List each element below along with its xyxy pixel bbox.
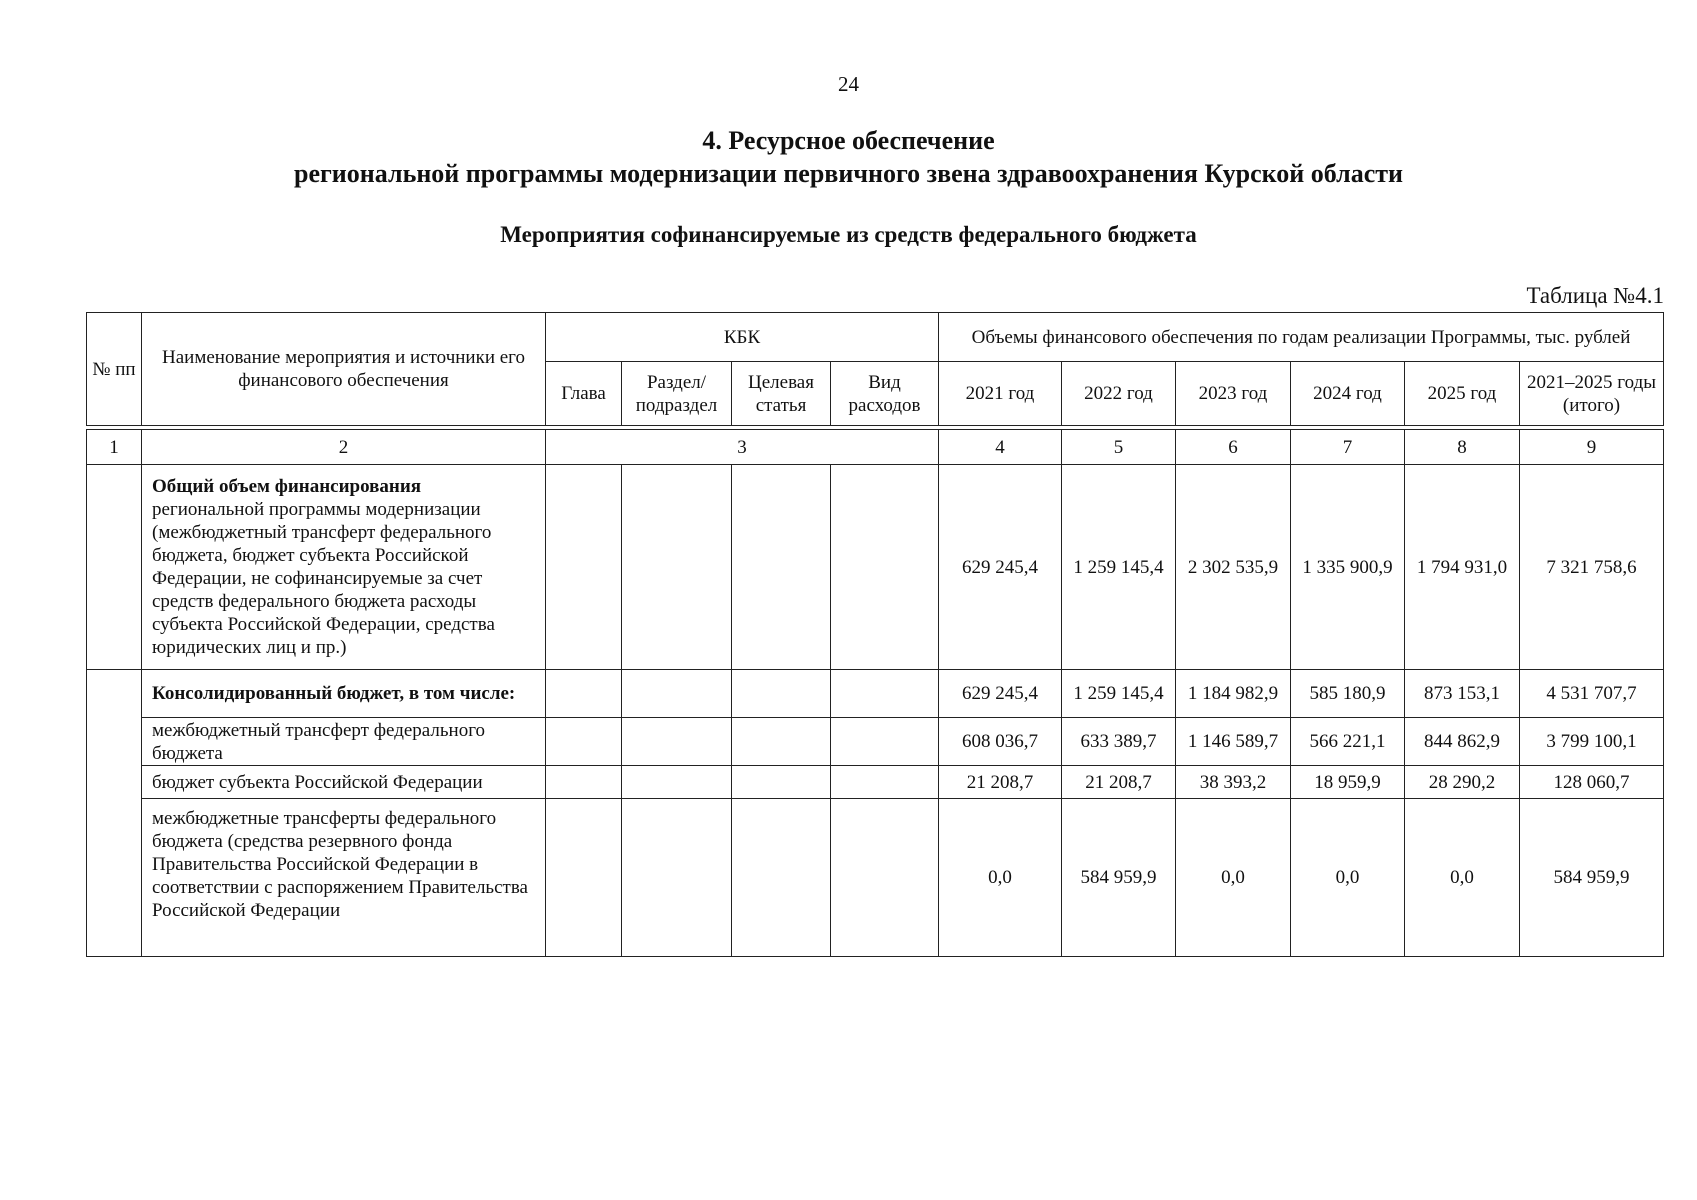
value-2022: 1 259 145,4 — [1062, 670, 1176, 718]
value-2021: 608 036,7 — [939, 718, 1062, 766]
header-name: Наименование мероприятия и источники его финансового обеспечения — [142, 313, 546, 426]
table-row — [87, 718, 1664, 766]
table-row — [87, 766, 1664, 799]
value-2025: 1 794 931,0 — [1405, 465, 1520, 670]
header-row-1 — [87, 313, 1664, 362]
value-2022: 584 959,9 — [1062, 799, 1176, 957]
title-line-2: региональной программы модернизации первичного звена здравоохранения Курской области — [293, 159, 1404, 188]
header-year-2022: 2022 год — [1062, 362, 1176, 426]
value-total: 128 060,7 — [1520, 766, 1664, 799]
kbk-glava-cell — [546, 766, 622, 799]
row-name: межбюджетный трансферт федерального бюджета — [142, 718, 546, 766]
value-2024: 1 335 900,9 — [1291, 465, 1405, 670]
header-kbk-razdel: Раздел/ подраздел — [622, 362, 732, 426]
kbk-razdel-cell — [622, 465, 732, 670]
header-kbk-glava: Глава — [546, 362, 622, 426]
page-number: 24 — [838, 72, 859, 96]
kbk-vid-cell — [831, 799, 939, 957]
value-total: 4 531 707,7 — [1520, 670, 1664, 718]
row-number-cell — [87, 670, 142, 957]
funding-table — [86, 312, 1664, 957]
row-number-cell — [87, 465, 142, 670]
kbk-tselevaya-cell — [732, 718, 831, 766]
kbk-tselevaya-cell — [732, 670, 831, 718]
row-name: межбюджетные трансферты федерального бюджета (средства резервного фонда Правительства Российской Федерации в соответствии с распоряжением Правительства Российской Федерации — [142, 799, 546, 957]
header-kbk-vid: Вид расходов — [831, 362, 939, 426]
document-subtitle: Мероприятия софинансируемые из средств федерального бюджета — [500, 222, 1197, 247]
kbk-vid-cell — [831, 766, 939, 799]
row-name: Консолидированный бюджет, в том числе: — [142, 670, 546, 718]
column-number: 8 — [1405, 430, 1520, 465]
header-year-2025: 2025 год — [1405, 362, 1520, 426]
table-row — [87, 465, 1664, 670]
value-2025: 0,0 — [1405, 799, 1520, 957]
kbk-razdel-cell — [622, 766, 732, 799]
header-year-2024: 2024 год — [1291, 362, 1405, 426]
table-label: Таблица №4.1 — [1526, 283, 1664, 308]
row-name — [142, 465, 546, 670]
header-year-2023: 2023 год — [1176, 362, 1291, 426]
value-2024: 585 180,9 — [1291, 670, 1405, 718]
value-2023: 0,0 — [1176, 799, 1291, 957]
value-2021: 629 245,4 — [939, 670, 1062, 718]
value-2022: 633 389,7 — [1062, 718, 1176, 766]
value-2025: 873 153,1 — [1405, 670, 1520, 718]
header-kbk-tselevaya: Целевая статья — [732, 362, 831, 426]
kbk-vid-cell — [831, 670, 939, 718]
kbk-razdel-cell — [622, 799, 732, 957]
column-number: 2 — [142, 430, 546, 465]
document-title — [0, 124, 1697, 190]
value-2021: 629 245,4 — [939, 465, 1062, 670]
value-2025: 844 862,9 — [1405, 718, 1520, 766]
value-2023: 2 302 535,9 — [1176, 465, 1291, 670]
column-number-row — [87, 430, 1664, 465]
row-name: бюджет субъекта Российской Федерации — [142, 766, 546, 799]
row-name-text: региональной программы модернизации (межбюджетный трансферт федерального бюджета, бюджет субъекта Российской Федерации, не софинансируемые за счет средств федерального бюджета расходы субъекта Российской Федерации, средства юридических лиц и пр.) — [152, 499, 495, 658]
value-2023: 1 184 982,9 — [1176, 670, 1291, 718]
value-2025: 28 290,2 — [1405, 766, 1520, 799]
value-2023: 38 393,2 — [1176, 766, 1291, 799]
header-kbk: КБК — [546, 313, 939, 362]
value-2021: 21 208,7 — [939, 766, 1062, 799]
value-2024: 18 959,9 — [1291, 766, 1405, 799]
value-2024: 0,0 — [1291, 799, 1405, 957]
header-num: № пп — [87, 313, 142, 426]
value-total: 3 799 100,1 — [1520, 718, 1664, 766]
table-row — [87, 799, 1664, 957]
kbk-vid-cell — [831, 465, 939, 670]
kbk-razdel-cell — [622, 718, 732, 766]
value-2022: 21 208,7 — [1062, 766, 1176, 799]
value-2023: 1 146 589,7 — [1176, 718, 1291, 766]
kbk-glava-cell — [546, 670, 622, 718]
kbk-glava-cell — [546, 718, 622, 766]
column-number: 5 — [1062, 430, 1176, 465]
kbk-vid-cell — [831, 718, 939, 766]
value-2021: 0,0 — [939, 799, 1062, 957]
kbk-tselevaya-cell — [732, 766, 831, 799]
kbk-glava-cell — [546, 465, 622, 670]
kbk-glava-cell — [546, 799, 622, 957]
column-number: 4 — [939, 430, 1062, 465]
kbk-razdel-cell — [622, 670, 732, 718]
header-volumes: Объемы финансового обеспечения по годам реализации Программы, тыс. рублей — [939, 313, 1664, 362]
value-2024: 566 221,1 — [1291, 718, 1405, 766]
value-2022: 1 259 145,4 — [1062, 465, 1176, 670]
value-total: 7 321 758,6 — [1520, 465, 1664, 670]
column-number: 6 — [1176, 430, 1291, 465]
column-number: 3 — [546, 430, 939, 465]
title-line-1: 4. Ресурсное обеспечение — [702, 126, 995, 155]
column-number: 7 — [1291, 430, 1405, 465]
header-year-2021: 2021 год — [939, 362, 1062, 426]
value-total: 584 959,9 — [1520, 799, 1664, 957]
header-year-total: 2021–2025 годы (итого) — [1520, 362, 1664, 426]
column-number: 1 — [87, 430, 142, 465]
kbk-tselevaya-cell — [732, 799, 831, 957]
row-name-bold: Общий объем финансирования — [152, 476, 422, 497]
table-row — [87, 670, 1664, 718]
column-number: 9 — [1520, 430, 1664, 465]
kbk-tselevaya-cell — [732, 465, 831, 670]
